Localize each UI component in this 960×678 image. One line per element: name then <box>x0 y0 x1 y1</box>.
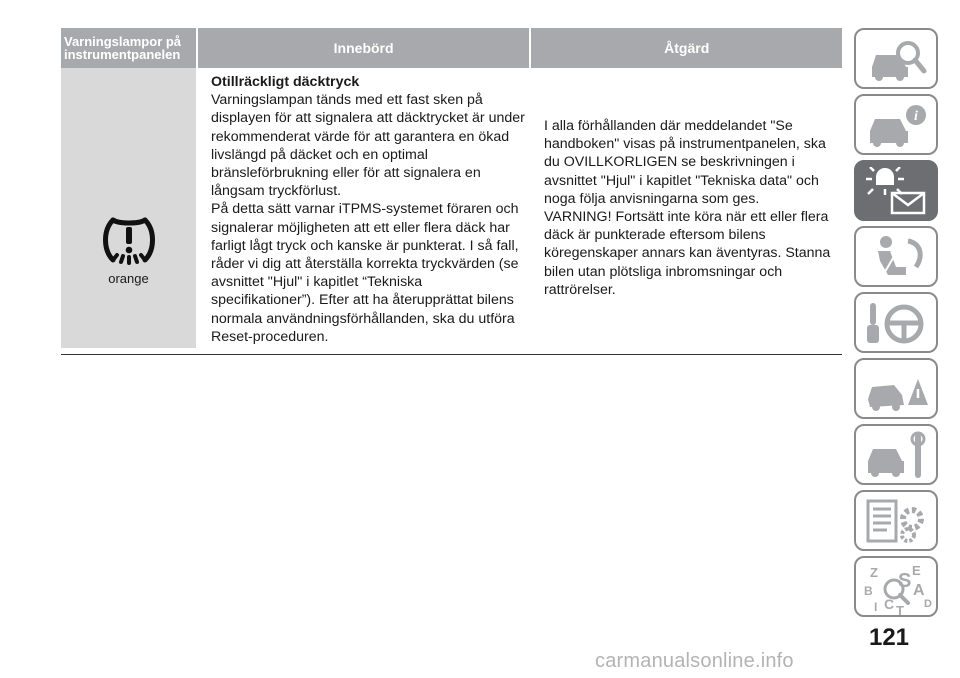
index-letter: D <box>924 598 932 610</box>
icon-color-label: orange <box>108 271 149 286</box>
index-letter: C <box>884 596 895 612</box>
tab-emergency[interactable] <box>854 358 938 419</box>
action-paragraph: I alla förhållanden där meddelandet "Se handboken" visas på instrumentpanelen, ska du OVILLKORLIGEN se beskrivningen i avsnittet "Hjul" i kapitlet "Tekniska data" och noga följa anvisningarna som ges. <box>544 118 826 207</box>
car-breakdown-icon <box>862 365 932 415</box>
tab-maintenance[interactable] <box>854 424 938 485</box>
index-letter: I <box>874 600 878 614</box>
header-warning-lights: Varningslampor på instrumentpanelen <box>61 28 196 68</box>
car-service-icon <box>862 431 932 481</box>
tab-safety[interactable] <box>854 226 938 287</box>
meaning-cell <box>200 68 530 354</box>
tab-warning-lights[interactable] <box>854 160 938 221</box>
index-letter: A <box>913 582 925 599</box>
tab-car-search[interactable] <box>854 28 938 89</box>
header-action: Åtgärd <box>531 28 842 68</box>
tire-pressure-warning-icon <box>99 210 159 270</box>
car-info-icon <box>862 101 932 151</box>
alphabetical-index-icon <box>862 563 932 619</box>
warning-lights-table <box>61 28 842 355</box>
tab-index[interactable] <box>854 556 938 617</box>
table-header <box>61 28 842 68</box>
steering-key-icon <box>862 299 932 349</box>
warning-icon-cell <box>61 68 196 348</box>
index-letter: T <box>896 603 904 618</box>
action-cell <box>530 68 832 354</box>
seat-airbag-icon <box>862 233 932 283</box>
header-meaning: Innebörd <box>198 28 530 68</box>
table-row <box>61 68 842 355</box>
car-search-icon <box>862 35 932 85</box>
warning-light-message-icon <box>862 167 932 217</box>
watermark: carmanualsonline.info <box>595 650 794 672</box>
index-letter: E <box>912 563 921 578</box>
svg-text:i: i <box>914 109 918 124</box>
tab-starting-driving[interactable] <box>854 292 938 353</box>
tab-technical-data[interactable] <box>854 490 938 551</box>
meaning-paragraph: Varningslampan tänds med ett fast sken på displayen för att signalera att däcktrycket är under rekommenderat värde för att garantera en ökad livslängd på däcket och en optimal bränsleförbrukning eller för att signalera en långsam tryckförlust. <box>211 92 525 200</box>
index-letter: B <box>864 584 873 598</box>
specifications-gear-icon <box>862 497 932 547</box>
index-letter: Z <box>870 565 878 580</box>
tab-car-info[interactable] <box>854 94 938 155</box>
meaning-paragraph: På detta sätt varnar iTPMS-systemet föraren och signalerar möjligheten att ett eller flera däck har farligt lågt tryck och kanske är punkterat. I så fall, råder vi dig att återställa korrekta tryckvärden (se avsnittet "Hjul" i kapitlet “Tekniska specifikationer”). Efter att ha återupprättat bilens normala användningsförhållanden, ska du utföra Reset-proceduren. <box>211 201 519 345</box>
index-letter: S <box>898 570 912 592</box>
meaning-heading: Otillräckligt däcktryck <box>211 74 360 90</box>
page-number: 121 <box>868 624 910 651</box>
action-paragraph: VARNING! Fortsätt inte köra när ett eller flera däck är punkterade eftersom bilens köregenskaper annars kan äventyras. Stanna bilen utan plötsliga inbromsningar och rattrörelser. <box>544 209 831 298</box>
